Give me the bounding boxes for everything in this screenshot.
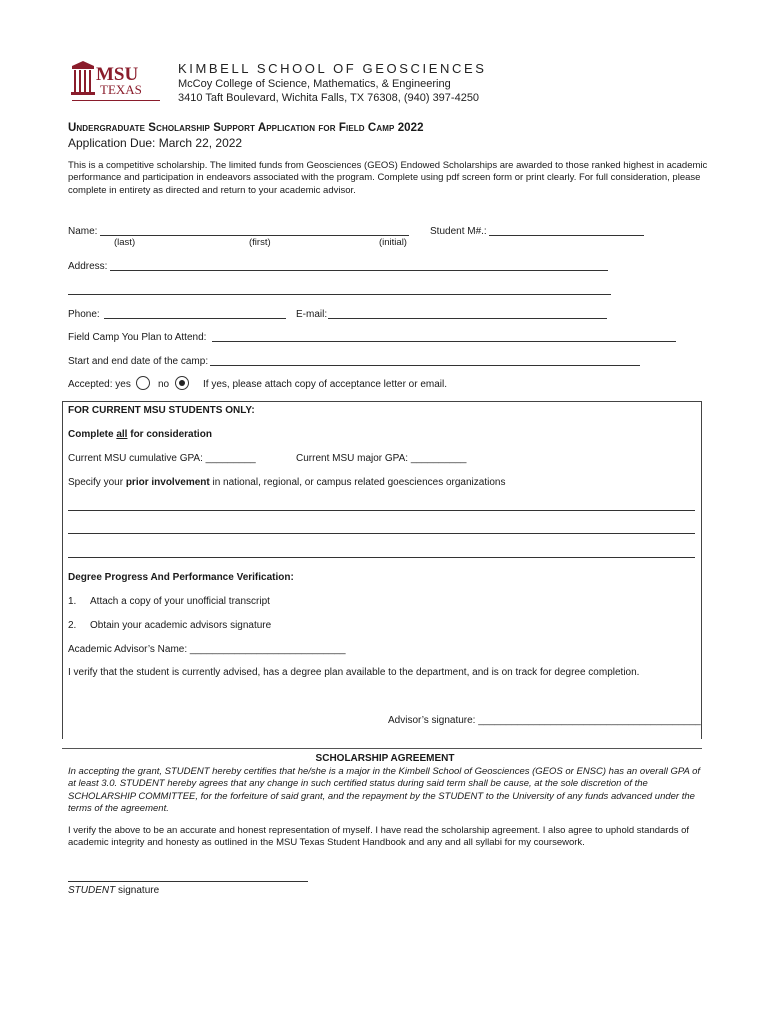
email-label: E-mail: bbox=[296, 309, 328, 320]
student-number-field[interactable] bbox=[489, 235, 644, 236]
item-2-text: Obtain your academic advisors signature bbox=[90, 620, 272, 631]
accepted-no-radio[interactable] bbox=[175, 376, 189, 390]
school-name: KIMBELL SCHOOL OF GEOSCIENCES bbox=[178, 61, 487, 76]
msu-texas-logo bbox=[70, 60, 164, 106]
form-title: Undergraduate Scholarship Support Application for Field Camp 2022 bbox=[68, 122, 424, 134]
accepted-yes-radio[interactable] bbox=[136, 376, 150, 390]
address-field-1[interactable] bbox=[110, 270, 608, 271]
msu-section-heading: FOR CURRENT MSU STUDENTS ONLY: bbox=[68, 405, 255, 416]
student-number-label: Student M#.: bbox=[430, 226, 487, 237]
involvement-line-3[interactable] bbox=[68, 557, 695, 558]
college-name: McCoy College of Science, Mathematics, & Engineering bbox=[178, 78, 451, 90]
item-1-text: Attach a copy of your unofficial transcript bbox=[90, 596, 270, 607]
advisor-verify-statement: I verify that the student is currently advised, has a degree plan available to the department, and is on track for degree completion. bbox=[68, 667, 640, 678]
name-label: Name: bbox=[68, 226, 98, 237]
last-sublabel: (last) bbox=[114, 237, 136, 248]
section-divider bbox=[62, 748, 702, 749]
camp-dates-field[interactable] bbox=[210, 365, 640, 366]
accepted-no-label: no bbox=[158, 379, 170, 390]
student-signature-field[interactable] bbox=[68, 881, 308, 882]
advisor-name-field[interactable]: Academic Advisor’s Name: ____________________________ bbox=[68, 644, 346, 655]
svg-text:MSU: MSU bbox=[96, 64, 139, 85]
first-sublabel: (first) bbox=[249, 237, 271, 248]
initial-sublabel: (initial) bbox=[379, 237, 407, 248]
involvement-line-2[interactable] bbox=[68, 533, 695, 534]
student-signature-label: STUDENT signature bbox=[68, 885, 160, 896]
item-2-number: 2. bbox=[68, 620, 77, 631]
school-address: 3410 Taft Boulevard, Wichita Falls, TX 76308, (940) 397-4250 bbox=[178, 92, 480, 104]
field-camp-label: Field Camp You Plan to Attend: bbox=[68, 332, 207, 343]
phone-label: Phone: bbox=[68, 309, 100, 320]
agreement-text: In accepting the grant, STUDENT hereby certifies that he/she is a major in the Kimbell School of Geosciences (GEOS or ENSC) has an overall GPA of at least 3.0. STUDENT hereby agrees that any change in such certified status during said term shall be cause, at the sole discretion of the SCHOLARSHIP COMMITTEE, for the forfeiture of said grant, and the repayment by the STUDENT to the University of any funds advanced under the terms of the agreement. bbox=[68, 766, 701, 814]
degree-progress-heading: Degree Progress And Performance Verification: bbox=[68, 572, 294, 583]
student-verify-statement: I verify the above to be an accurate and honest representation of myself. I have read the scholarship agreement. I also agree to uphold standards of academic integrity and honesty as outlined in the MSU Texas Student Handbook and any and all syllabi for my coursework. bbox=[68, 825, 690, 849]
major-gpa-field[interactable]: Current MSU major GPA: __________ bbox=[296, 453, 467, 464]
item-1-number: 1. bbox=[68, 596, 77, 607]
cumulative-gpa-field[interactable]: Current MSU cumulative GPA: _________ bbox=[68, 453, 256, 464]
complete-all-note: Complete all for consideration bbox=[68, 429, 212, 440]
accepted-label: Accepted: yes bbox=[68, 379, 131, 390]
address-field-2[interactable] bbox=[68, 294, 611, 295]
acceptance-note: If yes, please attach copy of acceptance letter or email. bbox=[203, 379, 448, 390]
intro-paragraph: This is a competitive scholarship. The limited funds from Geosciences (GEOS) Endowed Scholarships are awarded to those ranked highest in academic performance and participation in endeavors associated with the program. Complete using pdf screen form or print clearly. For full consideration, please complete in entirety as directed and return to your academic advisor. bbox=[68, 160, 708, 196]
msu-students-section bbox=[62, 401, 702, 739]
svg-text:TEXAS: TEXAS bbox=[100, 82, 142, 97]
advisor-signature-field[interactable]: Advisor’s signature: ________________________________________ bbox=[388, 715, 701, 726]
due-date: Application Due: March 22, 2022 bbox=[68, 136, 243, 150]
email-field[interactable] bbox=[328, 318, 607, 319]
name-field[interactable] bbox=[100, 235, 409, 236]
address-label: Address: bbox=[68, 261, 108, 272]
involvement-line-1[interactable] bbox=[68, 510, 695, 511]
phone-field[interactable] bbox=[104, 318, 286, 319]
camp-dates-label: Start and end date of the camp: bbox=[68, 356, 209, 367]
agreement-heading: SCHOLARSHIP AGREEMENT bbox=[315, 753, 455, 764]
field-camp-field[interactable] bbox=[212, 341, 676, 342]
involvement-prompt: Specify your prior involvement in national, regional, or campus related goesciences organizations bbox=[68, 477, 506, 488]
